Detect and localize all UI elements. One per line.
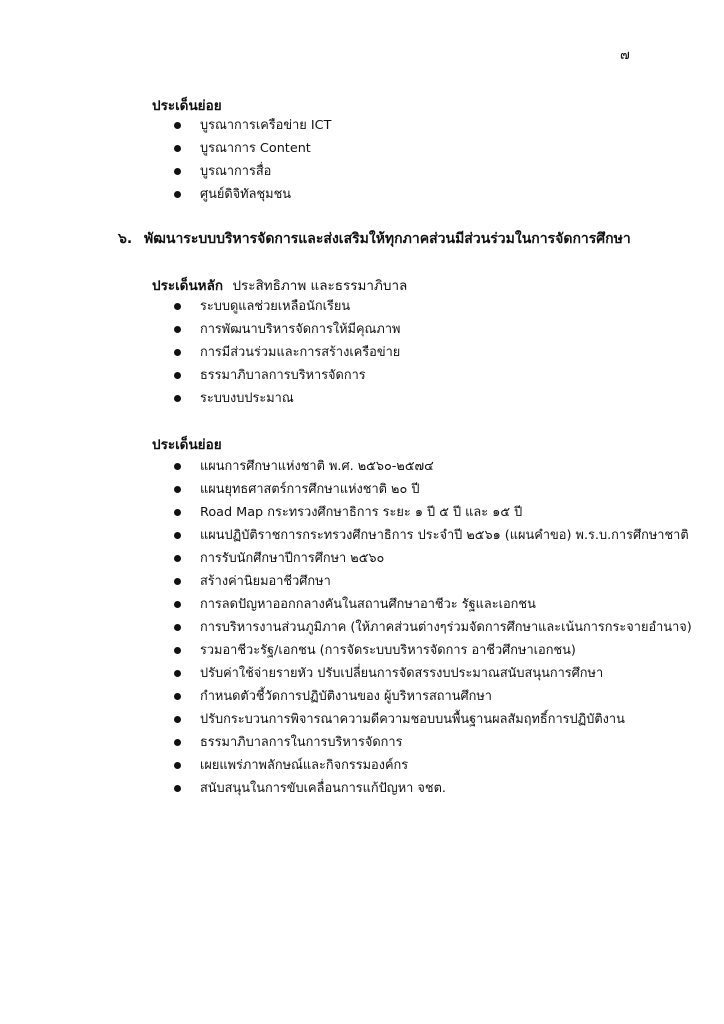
bullet-item	[172, 662, 692, 685]
bullet-item	[172, 777, 692, 800]
bullet-text: ศูนย์ดิจิทัลชุมชน	[200, 187, 292, 202]
bullet-text: บูรณาการ Content	[200, 141, 311, 156]
bullet-item	[172, 318, 400, 341]
bullet-text: บูรณาการเครือข่าย ICT	[200, 118, 332, 133]
bullet-dot-icon	[174, 372, 181, 379]
bullet-item	[172, 754, 692, 777]
bullet-item	[172, 616, 692, 639]
bullet-item	[172, 114, 331, 137]
bullet-dot-icon	[174, 395, 181, 402]
bullet-dot-icon	[174, 168, 181, 175]
bullet-item	[172, 387, 400, 410]
bullet-text: การลดปัญหาออกกลางคันในสถานศึกษาอาชีวะ รัฐและเอกชน	[200, 597, 536, 612]
bullet-text: กำหนดตัวชี้วัดการปฏิบัติงานของ ผู้บริหารสถานศึกษา	[200, 689, 492, 704]
bullet-item	[172, 478, 692, 501]
bullet-text: ธรรมาภิบาลการบริหารจัดการ	[200, 368, 366, 383]
bullet-dot-icon	[174, 578, 181, 585]
bullet-dot-icon	[174, 509, 181, 516]
page-number: ๗	[620, 48, 630, 63]
bullet-dot-icon	[174, 785, 181, 792]
bullet-item	[172, 685, 692, 708]
bullet-text: การรับนักศึกษาปีการศึกษา ๒๕๖๐	[200, 551, 385, 566]
bullet-text: การพัฒนาบริหารจัดการให้มีคุณภาพ	[200, 322, 401, 337]
bullet-dot-icon	[174, 670, 181, 677]
block3-heading: ประเด็นย่อย	[152, 437, 222, 453]
bullet-dot-icon	[174, 122, 181, 129]
bullet-item	[172, 708, 692, 731]
bullet-dot-icon	[174, 693, 181, 700]
section-title: พัฒนาระบบบริหารจัดการและส่งเสริมให้ทุกภาคส่วนมีส่วนร่วมในการจัดการศึกษา	[144, 231, 631, 247]
bullet-text: Road Map กระทรวงศึกษาธิการ ระยะ ๑ ปี ๕ ปี และ ๑๕ ปี	[200, 505, 523, 520]
bullet-text: ปรับค่าใช้จ่ายรายหัว ปรับเปลี่ยนการจัดสรรงบประมาณสนับสนุนการศึกษา	[200, 666, 604, 681]
block1-heading: ประเด็นย่อย	[152, 98, 222, 114]
bullet-item	[172, 731, 692, 754]
bullet-text: การบริหารงานส่วนภูมิภาค (ให้ภาคส่วนต่างๆร่วมจัดการศึกษาและเน้นการกระจายอำนาจ)	[200, 620, 692, 635]
bullet-dot-icon	[174, 349, 181, 356]
bullet-item	[172, 160, 331, 183]
bullet-text: บูรณาการสื่อ	[200, 164, 272, 179]
bullet-text: ระบบงบประมาณ	[200, 391, 294, 406]
bullet-item	[172, 183, 331, 206]
bullet-dot-icon	[174, 555, 181, 562]
bullet-item	[172, 593, 692, 616]
bullet-item	[172, 570, 692, 593]
bullet-text: ระบบดูแลช่วยเหลือนักเรียน	[200, 299, 351, 314]
bullet-dot-icon	[174, 145, 181, 152]
bullet-item	[172, 501, 692, 524]
section-6-heading	[118, 228, 631, 250]
bullet-dot-icon	[174, 486, 181, 493]
bullet-item	[172, 137, 331, 160]
block2-heading: ประเด็นหลัก	[152, 278, 224, 294]
bullet-dot-icon	[174, 762, 181, 769]
bullet-text: สร้างค่านิยมอาชีวศึกษา	[200, 574, 331, 589]
bullet-dot-icon	[174, 532, 181, 539]
section-number: ๖.	[118, 231, 133, 247]
bullet-dot-icon	[174, 624, 181, 631]
bullet-dot-icon	[174, 191, 181, 198]
bullet-text: เผยแพร่ภาพลักษณ์และกิจกรรมองค์กร	[200, 758, 409, 773]
bullet-dot-icon	[174, 463, 181, 470]
block2-subtitle: ประสิทธิภาพ และธรรมาภิบาล	[232, 278, 408, 294]
block2-list	[172, 295, 400, 410]
bullet-text: แผนการศึกษาแห่งชาติ พ.ศ. ๒๕๖๐-๒๕๗๔	[200, 459, 434, 474]
bullet-item	[172, 341, 400, 364]
block1-list	[172, 114, 331, 206]
bullet-item	[172, 524, 692, 547]
block2-heading-line	[152, 274, 407, 296]
bullet-dot-icon	[174, 647, 181, 654]
bullet-item	[172, 547, 692, 570]
bullet-item	[172, 639, 692, 662]
bullet-dot-icon	[174, 326, 181, 333]
bullet-dot-icon	[174, 739, 181, 746]
bullet-text: การมีส่วนร่วมและการสร้างเครือข่าย	[200, 345, 401, 360]
bullet-dot-icon	[174, 601, 181, 608]
bullet-text: ปรับกระบวนการพิจารณาความดีความชอบบนพื้นฐานผลสัมฤทธิ์การปฏิบัติงาน	[200, 712, 625, 727]
bullet-item	[172, 455, 692, 478]
bullet-text: สนับสนุนในการขับเคลื่อนการแก้ปัญหา จชต.	[200, 781, 446, 796]
bullet-text: รวมอาชีวะรัฐ/เอกชน (การจัดระบบบริหารจัดการ อาชีวศึกษาเอกชน)	[200, 643, 576, 658]
bullet-text: แผนยุทธศาสตร์การศึกษาแห่งชาติ ๒๐ ปี	[200, 482, 420, 497]
bullet-text: แผนปฏิบัติราชการกระทรวงศึกษาธิการ ประจำปี ๒๕๖๑ (แผนคำขอ) พ.ร.บ.การศึกษาชาติ	[200, 528, 689, 543]
bullet-dot-icon	[174, 303, 181, 310]
bullet-item	[172, 295, 400, 318]
bullet-dot-icon	[174, 716, 181, 723]
bullet-text: ธรรมาภิบาลการในการบริหารจัดการ	[200, 735, 403, 750]
bullet-item	[172, 364, 400, 387]
block3-list	[172, 455, 692, 800]
